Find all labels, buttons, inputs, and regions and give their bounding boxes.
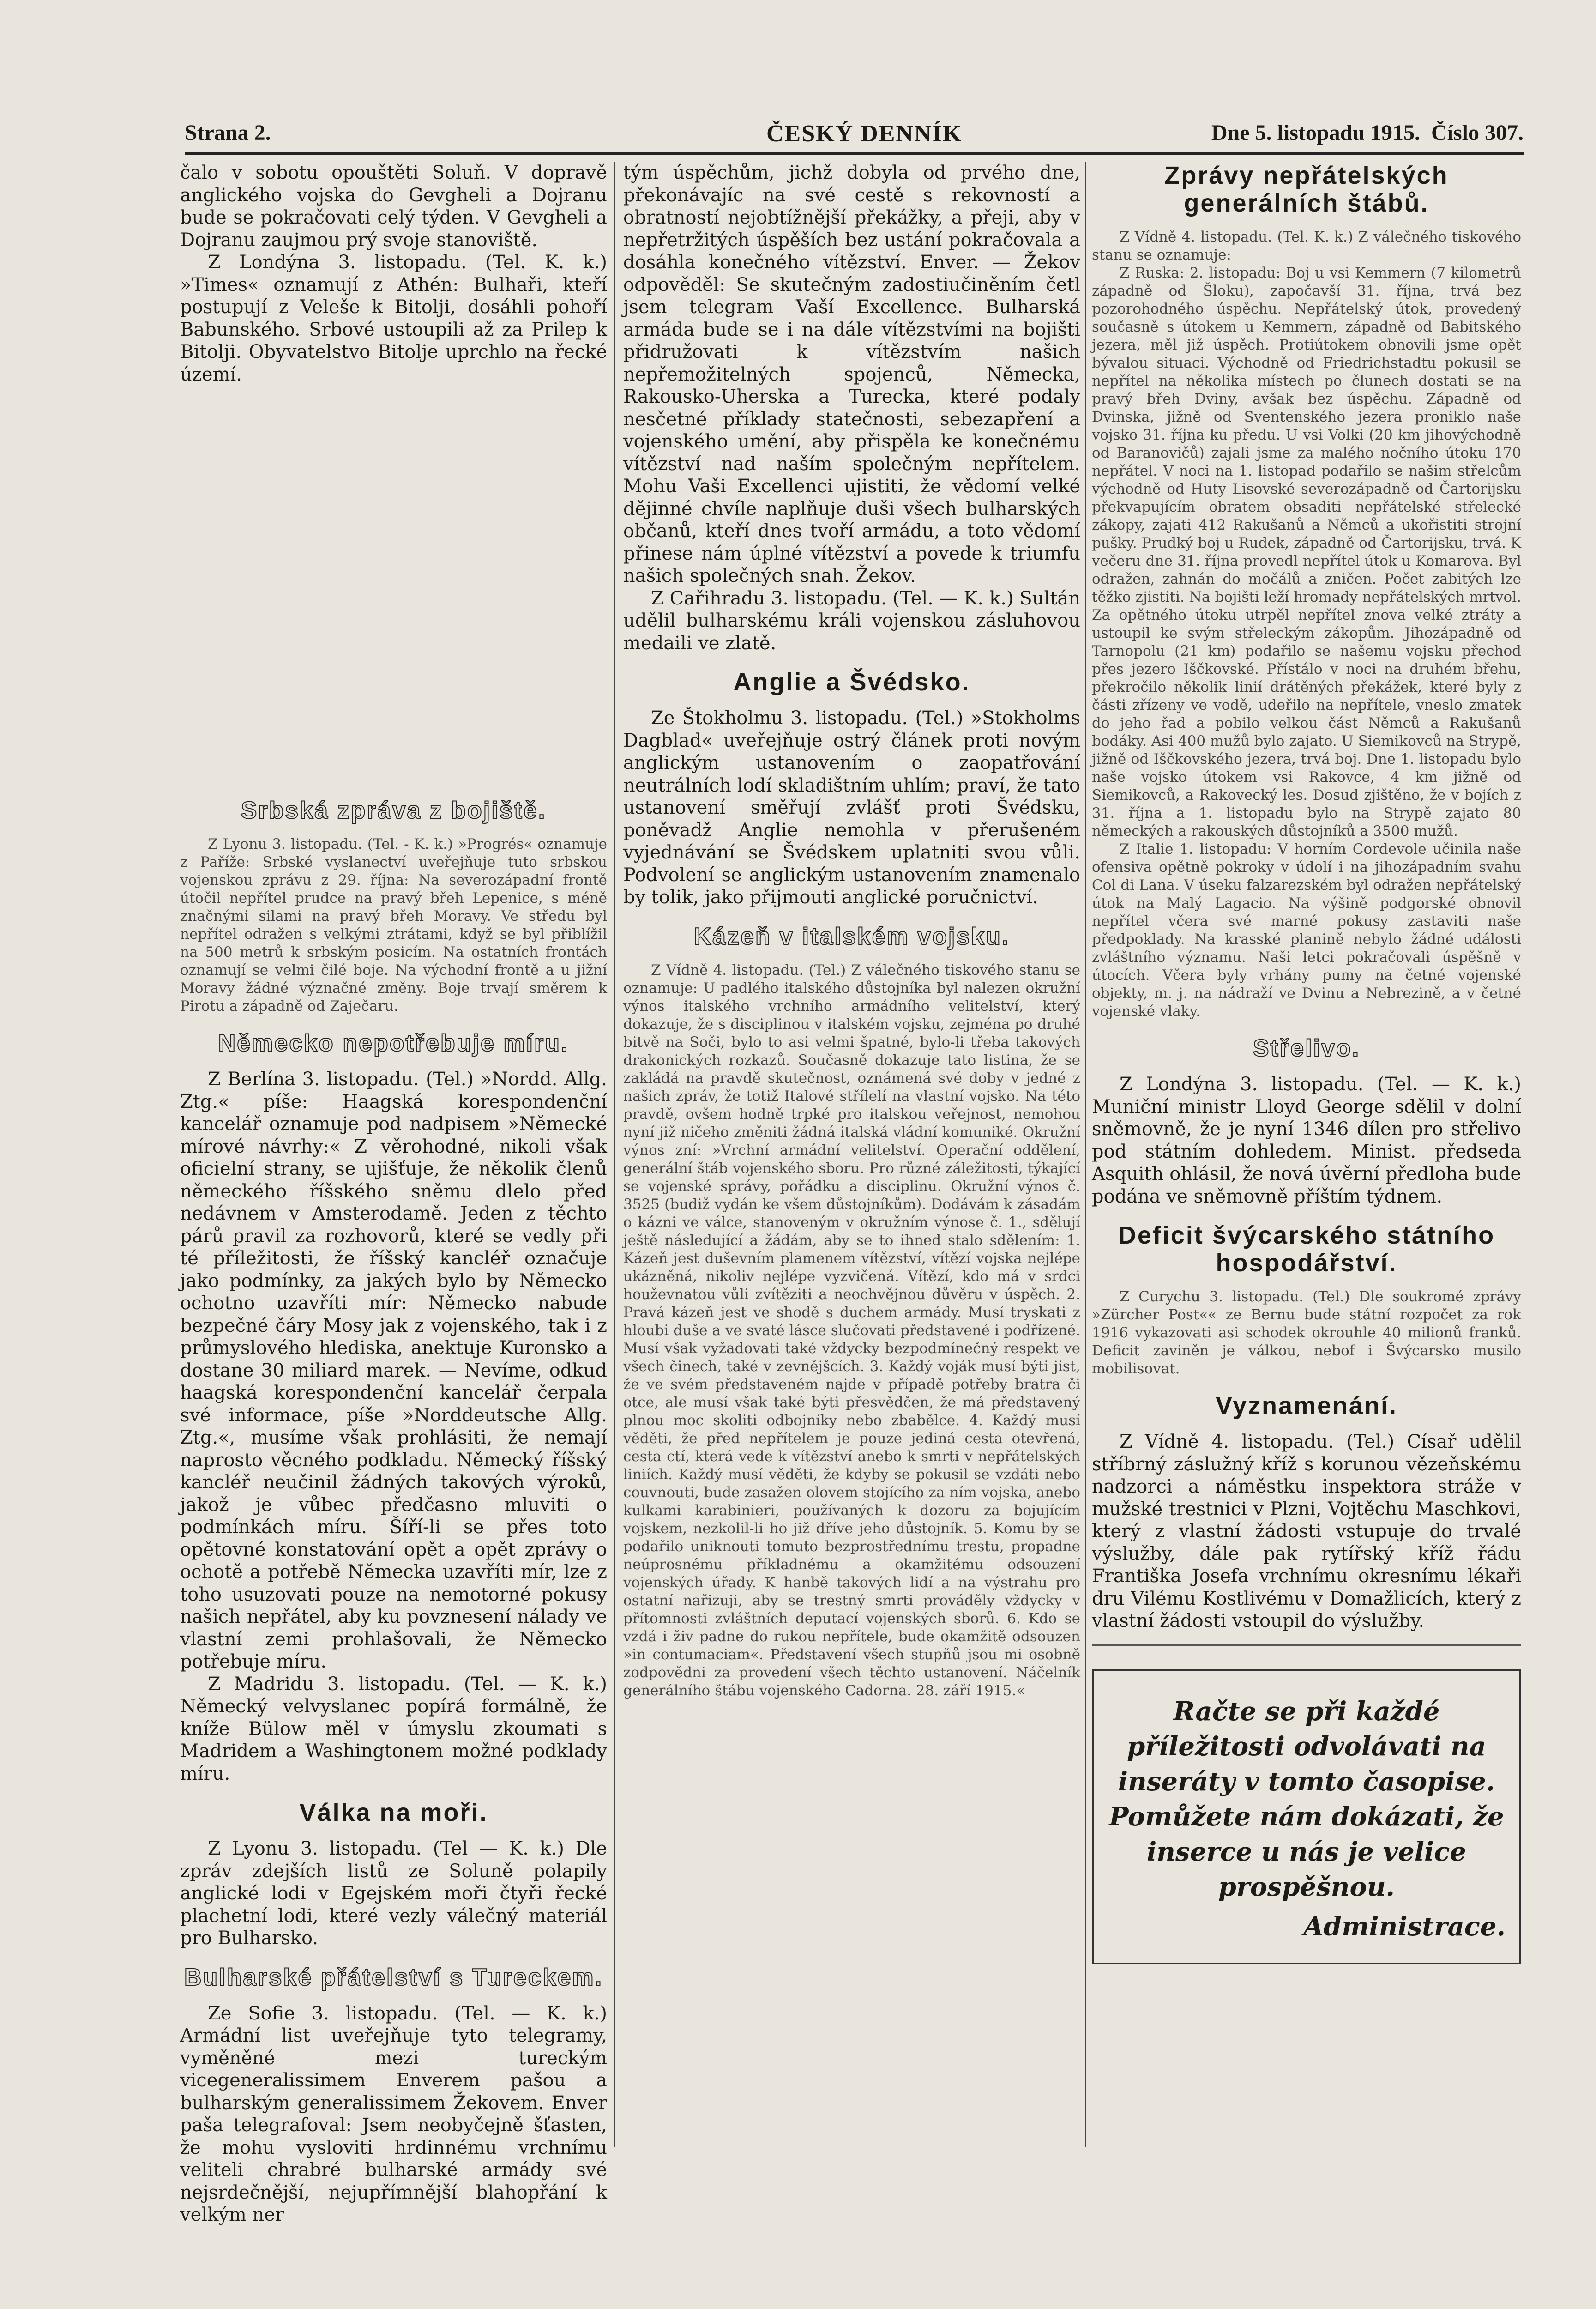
article-text: Z Italie 1. listopadu: V horním Cordevole učinila naše ofensiva opětně pokroky v údolí i na jihozápadním svahu Col di Lana. V úseku falzarezském byl odražen nepřátelský útok na Malý Lagacio. Na výšině podgorské obnovil nepřítel včera své marné pokusy zastaviti naše předpoklady. Na krasské planině nebylo žádné události zvláštního významu. Naši letci pokračovali úspěšně v útocích. Včera byly vrhány pumy na četné vojenské objekty, m. j. na nádraží ve Dvinu a Nebrezině, a v četné vojenské vlaky.: [1092, 841, 1521, 1020]
headline-deficit: Deficit švýcarského státního hospodářství.: [1118, 1221, 1495, 1277]
advertisement-box: [1092, 1669, 1521, 1964]
column-3: [1092, 162, 1521, 2147]
article-text: Z Vídně 4. listopadu. (Tel.) Z válečného tiskového stanu se oznamuje: U padlého italského důstojníka byl nalezen okružní výnos italského vrchního armádního velitelství, který dokazuje, že s disciplinou v italském vojsku, zejména po druhé bitvě na Soči, bylo to asi velmi špatné, bylo-li třeba takových drakonických rozkazů. Současně dokazuje tato listina, že se zakládá na pravdě skutečnost, oznámená své doby v jedné z našich zpráv, že totiž Italové střílelí na vlastní vojsko. Na této pravdě, ovšem hodně trpké pro italskou veřejnost, nemohou nyní již ničeho změniti žádná italská vládní komuniké. Okružní výnos zní: »Vrchní armádní velitelství. Operační oddělení, generální štáb vojenského sboru. Pro různé záležitosti, týkající se vojenské správy, pořádku a disciplinu. Okružní výnos č. 3525 (budiž vydán ke všem důstojníkům). Dodávám k zásadám o kázni ve válce, stanoveným v okružním výnose č. 1., sdělují ještě následující a žádám, aby se to ihned stalo sdělením: 1. Kázeň jest duševním plamenem vítězství, vítězí vojska nejlépe ukázněná, nikoliv nejlépe vyzvičená. Vítězí, kdo má v srdci houževnatou vůli zvítěziti a neochvějnou důvěru v úspěch. 2. Pravá kázeň jest ve shodě s duchem armády. Musí tryskati z hloubi duše a ve svaté lásce slučovati představené i podřízené. Musí však vyžadovati také vždycky bezpodmínečný respekt ve všech činech, také v zevnějšcích. 3. Každý voják musí býti jist, že ve svém představeném najde v případě potřeby bratra či otce, ale musí však také býti přesvědčen, že má představený plnou moc skoliti odbojníky nebo zbabělce. 4. Každý musí věděti, že před nepřítelem je pouze jediná cesta otevřená, cesta ctí, která vede k vítězství anebo k smrti v nepřátelských liniích. Každý musí věděti, že kdyby se pokusil se vzdáti nebo couvnouti, bude zasažen olovem stojícího za ním vojska, anebo kulkami karabinieri, používaných k dozoru za bojujícím vojskem, nezkolil-li ho již dříve jeho důstojník. 5. Komu by se podařilo uniknouti tomuto bezprostřednímu trestu, propadne neúprosnému příkladnému a okamžitému odsouzení vojenských úřady. K hanbě takových lidí a na výstrahu pro ostatní nařizuji, aby se trestný smrti prováděly vždycky v přítomnosti zvláštních deputací vojenských sborů. 6. Kdo se vzdá i živ padne do rukou nepřítele, bude okamžitě odsouzen »in contumaciam«. Představení všech stupňů jsou mi osobně zodpovědni za provedení všech těchto ustanovení. Náčelník generálního štábu vojenského Cadorna. 28. září 1915.«: [623, 961, 1080, 1699]
article-text: Z Londýna 3. listopadu. (Tel. — K. k.) Muniční ministr Lloyd George sdělil v dolní sněmovně, že je nyní 1346 dílen pro střelivo pod státním dohledem. Minist. předseda Asquith ohlásil, že nová úvěrní předloha bude podána ve sněmovně příštím týdnem.: [1092, 1074, 1521, 1207]
page-header: [185, 115, 1524, 157]
advertisement-signature: Administrace.: [1303, 1911, 1506, 1942]
advertisement-text: Račte se při každé příležitosti odvolávati na inseráty v tomto časopise. Pomůžete nám dokázati, že inserce u nás je velice prospěšnou.: [1109, 1696, 1504, 1902]
headline-srbska-zprava: Srbská zpráva z bojiště.: [241, 797, 547, 824]
article-text: Z Cařihradu 3. listopadu. (Tel. — K. k.) Sultán udělil bulharskému králi vojenskou zásluhovou medaili ve zlatě.: [623, 587, 1080, 654]
headline-kazen: Kázeň v italském vojsku.: [693, 923, 1010, 950]
column-divider: [614, 162, 615, 2147]
article-text: tým úspěchům, jichž dobyla od prvého dne, překonávajíc na své cestě s rekovností a obratností nejobtížnější překážky, a přeji, aby v nepřetržitých úspěších bez ustání pokračovala a dosáhla konečného vítězství. Enver. — Žekov odpověděl: Se skutečným zadostiučiněním četl jsem telegram Vaší Excellence. Bulharská armáda bude se i na dále vítězstvími na bojišti přidružovati k vítězstvím našich nepřemožitelných spojenců, Německa, Rakousko-Uherska a Turecka, které podaly nesčetné příklady statečnosti, sebezapření a vojenského umění, aby přispěla ke konečnému vítězství nad naším společným nepřítelem. Mohu Vaši Excellenci ujistiti, že vědomí velké dějinné chvíle naplňuje duši všech bulharských občanů, kteří dnes tvoří armádu, a toto vědomí přinese nám úplné vítězství a povede k triumfu našich společných snah. Žekov.: [623, 162, 1080, 586]
headline-anglie-svedsko: Anglie a Švédsko.: [733, 668, 970, 696]
article-text: čalo v sobotu opouštěti Soluň. V dopravě anglického vojska do Gevgheli a Dojranu bude se pokračovati celý týden. V Gevgheli a Dojranu zaujmou prý svoje stanoviště.: [180, 162, 607, 251]
column-2: [623, 162, 1080, 2147]
blank-area: [180, 386, 607, 783]
headline-zpravy-stabu: Zprávy nepřátelských generálních štábů.: [1164, 162, 1449, 217]
article-text: Z Londýna 3. listopadu. (Tel. K. k.) »Times« oznamují z Athén: Bulhaři, kteří postupují z Veleše k Bitolji, dosáhli pohoří Babunského. Srbové ustoupili až za Prilep k Bitolji. Obyvatelstvo Bitolje uprchlo na řecké území.: [180, 252, 607, 385]
article-text: Z Lyonu 3. listopadu. (Tel. - K. k.) »Progrés« oznamuje z Paříže: Srbské vyslanectví uveřejňuje tuto srbskou vojenskou zprávu z 29. října: Na severozápadní frontě útočil nepřítel prudce na pravý břeh Lepenice, s méně značnými silami na pravý břeh Moravy. Ve středu byl nepřítel odražen s velkými ztrátami, když se byl přiblížil na 500 metrů k srbským posicím. Na ostatních frontách oznamují se velmi čilé boje. Na východní frontě a u jižní Moravy žádné význačné změny. Boje trvají směrem k Pirotu a západně od Zaječaru.: [180, 836, 607, 1015]
headline-nemecko: Německo nepotřebuje míru.: [218, 1030, 569, 1057]
article-text: Z Vídně 4. listopadu. (Tel. K. k.) Z válečného tiskového stanu se oznamuje:: [1092, 229, 1521, 263]
divider: [1092, 1644, 1521, 1646]
headline-vyznamenani: Vyznamenání.: [1215, 1392, 1398, 1420]
issue-date: Dne 5. listopadu 1915. Číslo 307.: [1211, 121, 1524, 145]
article-text: Z Curychu 3. listopadu. (Tel.) Dle soukromé zprávy »Zürcher Post«« ze Bernu bude státní rozpočet za rok 1916 vykazovati asi schodek okrouhle 40 milionů franků. Deficit zaviněn je válkou, nebof i Švýcarsko musilo mobilisovat.: [1092, 1288, 1521, 1377]
article-text: Z Lyonu 3. listopadu. (Tel — K. k.) Dle zpráv zdejších listů ze Soluně polapily anglické lodi v Egejském moři čtyři řecké plachetní lodi, které vezly válečný materiál pro Bulharsko.: [180, 1838, 607, 1949]
headline-strelivo: Střelivo.: [1253, 1035, 1361, 1062]
column-1: [180, 162, 607, 2225]
article-text: Z Vídně 4. listopadu. (Tel.) Císař udělil stříbrný záslužný kříž s korunou vězeňskému nadzorci a náměstku inspektora stráže v mužské trestnici v Plzni, Vojtěchu Maschkovi, který z vlastní žádosti vstupuje do trvalé výslužby, dále pak rytířský kříž řádu Františka Josefa vrchnímu okresnímu lékaři dru Vilému Kostlivému v Domažlicích, který z vlastní žádosti vstoupil do výslužby.: [1092, 1431, 1521, 1632]
header-rule: [185, 152, 1524, 155]
article-text: Z Madridu 3. listopadu. (Tel. — K. k.) Německý velvyslanec popírá formálně, že kníže Bülow měl v úmyslu zkoumati s Madridem a Washingtonem možné podklady míru.: [180, 1673, 607, 1784]
article-text: Ze Štokholmu 3. listopadu. (Tel.) »Stokholms Dagblad« uveřejňuje ostrý článek proti novým anglickým ustanovením o zaopatřování neutrálních lodí skladištním uhlím; praví, že tato ustanovení směřují zvlášť proti Švédsku, poněvadž Anglie nemohla v přerušeném vyjednávání se Švédskem uplatniti svou vůli. Podvolení se anglickým ustanovením znamenalo by tolik, jako přijmouti anglické poručnictví.: [623, 707, 1080, 908]
article-text: Z Ruska: 2. listopadu: Boj u vsi Kemmern (7 kilometrů západně od Šloku), započavší 31. října, trvá bez pozorohodného úspěchu. Nepřátelský útok, provedený současně s útokem u Kemmern, západně od Babitského jezera, měl již úspěch. Protiútokem obnovili jsme opět bývalou situaci. Východně od Friedrichstadtu pokusil se nepřítel na několika místech po člunech dostati se na pravý břeh Dviny, avšak bez úspěchu. Západně od Dvinska, jižně od Sventenského jezera proniklo naše vojsko 31. října ku předu. U vsi Volki (20 km jihovýchodně od Baranovičů) zajali jsme za malého nočního útoku 170 nepřátel. V noci na 1. listopad podařilo se našim střelcům východně od Huty Lisovské severozápadně od Čartorijsku překvapujícím obratem obsaditi nepřátelské střelecké zákopy, zajati 412 Rakušanů a Němců a ukořistiti strojní pušky. Prudký boj u Rudek, západně od Čartorijsku, trvá. K večeru dne 31. října provedl nepřítel útok u Komarova. Byl odražen, zahnán do močálů a zničen. Počet zabitých lze těžko zjistiti. Na bojišti leží hromady nepřátelských mrtvol. Za opětného útoku utrpěl nepřítel znova velké ztráty a ustoupil ke svým střeleckým zákopům. Jihozápadně od Tarnopolu (21 km) podařilo se našemu vojsku přechod přes jezero Iščkovské. Přístálo v noci na druhém břehu, překročilo několik linií drátěných překážek, které byly z části zřízeny ve vodě, udeřilo na nepřítele, vneslo zmatek do jeho řad a pobilo velkou část Němců a Rakušanů bodáky. Asi 400 mužů bylo zajato. U Siemikovců na Strypě, jižně od Iščkovského jezera, trvá boj. Dne 1. listopadu bylo naše vojsko útokem vsi Rakovce, 4 km jižně od Siemikovců, a Rakovecký les. Dosud zjištěno, že v bojích z 31. října a 1. listopadu bylo na Strypě zajato 80 německých a rakouských důstojníků a 3500 mužů.: [1092, 265, 1521, 840]
article-text: Ze Sofie 3. listopadu. (Tel. — K. k.) Armádní list uveřejňuje tyto telegramy, vyměněné mezi tureckým vicegeneralissimem Enverem pašou a bulharským generalissimem Žekovem. Enver paša telegrafoval: Jsem neobyčejně šťasten, že mohu vysloviti hrdinnému vrchnímu veliteli chrabré bulharské armády své nejsrdečnější, nejupřímnější blahopřání k velkým ner: [180, 2002, 607, 2225]
newspaper-title: ČESKÝ DENNÍK: [766, 121, 963, 147]
column-divider: [1085, 162, 1086, 2147]
headline-bulharske-pratelstvi: Bulharské přátelství s Tureckem.: [184, 1964, 603, 1991]
headline-valka-na-mori: Válka na moři.: [299, 1799, 488, 1826]
page-number: Strana 2.: [185, 121, 271, 145]
article-text: Z Berlína 3. listopadu. (Tel.) »Nordd. Allg. Ztg.« píše: Haagská korespondenční kancelář oznamuje pod nadpisem »Německé mírové návrhy:« Z věrohodné, nikoli však oficielní strany, se ujišťuje, že několik členů německého říšského sněmu dlelo před nedávnem v Amsterodamě. Jeden z těchto párů pravil za rozhovorů, které se vedly při té příležitosti, že říšský kancléř označuje jako podmínky, za jakých bylo by Německo ochotno uzavříti mír: Německo nabude bezpečné čáry Mosy jak z vojenského, tak i z průmyslového hlediska, anektuje Kuronsko a dostane 30 miliard marek. — Nevíme, odkud haagská korespondenční kancelář čerpala své informace, píše »Norddeutsche Allg. Ztg.«, musíme však prohlásiti, že nemají naprosto věcného podkladu. Německý říšský kancléř neučinil žádných takových výroků, jakož je vůbec předčasno mluviti o podmínkách míru. Šíří-li se přes toto opětovné konstatování opět a opět zprávy o ochotě a potřebě Německa uzavříti mír, lze z toho usuzovati pouze na nemotorné pokusy našich nepřátel, aby ku povznesení nálady ve vlastní zemi prohlašovali, že Německo potřebuje míru.: [180, 1069, 607, 1672]
